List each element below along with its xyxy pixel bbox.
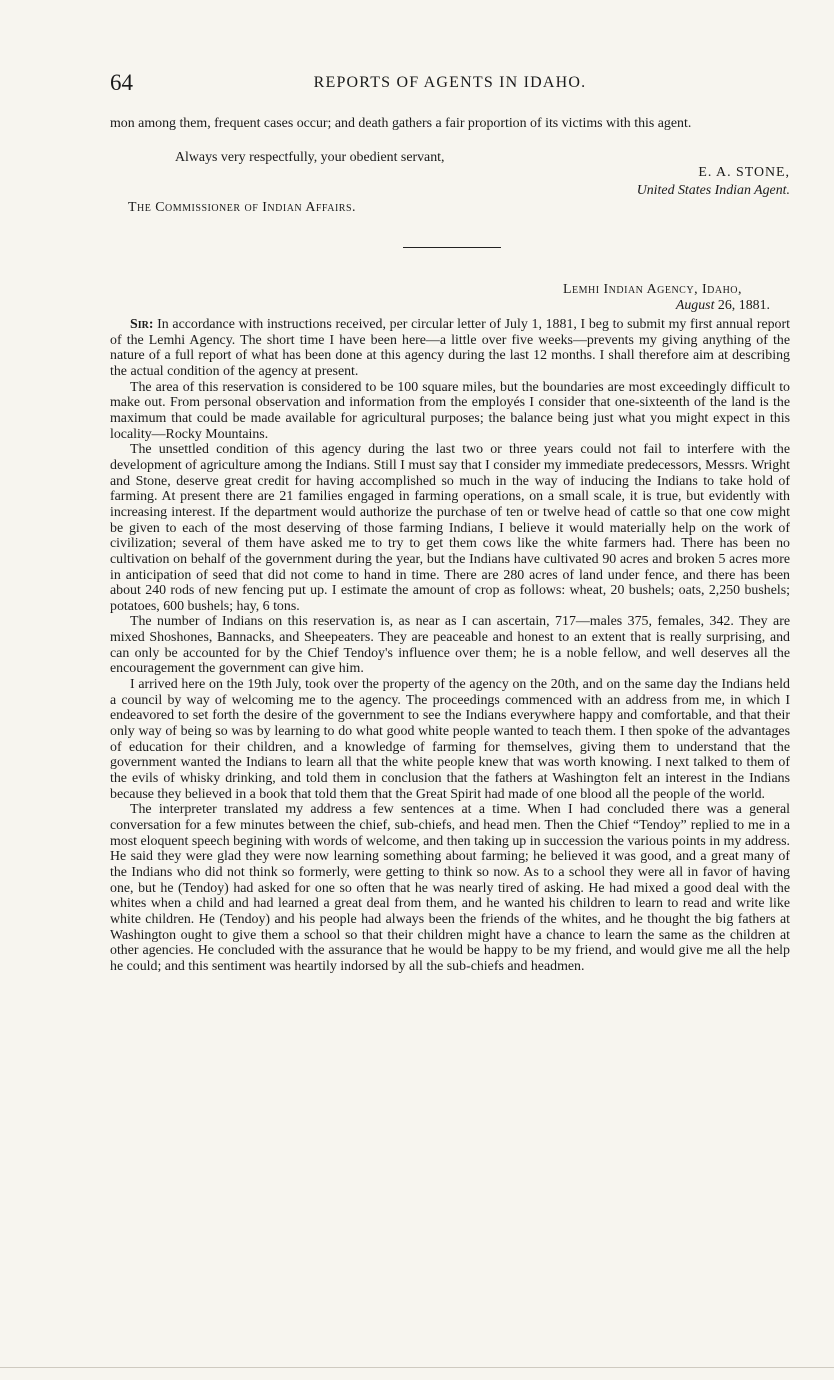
report-paragraph: The unsettled condition of this agency during the last two or three years could not fail to interfere with the development of agriculture among the Indians. Still I must say that I consider my immediate predecessors, Messrs. Wright and Stone, deserve great credit for having accomplished so much in the way of inducing the Indians to take hold of farming. At present there are 21 families engaged in farming operations, on a small scale, it is true, but evidently with increasing interest. If the department would authorize the purchase of ten or twelve head of cattle so that one cow might be given to each of the most deserving of those farming Indians, I believe it would materially help on the work of civilization; several of them have asked me to try to get them cows like the white farmers had. There has been no cultivation on behalf of the government during the year, but the Indians have cultivated 90 acres and broken 5 acres more in anticipation of seed that did not come to hand in time. There are 280 acres of land under fence, and there has been about 240 rods of new fencing put up. I estimate the amount of crop as follows: wheat, 20 bushels; oats, 2,250 bushels; potatoes, 600 bushels; hay, 6 tons. [110,442,790,614]
signer-name: E. A. STONE, [698,165,790,180]
report-paragraph: I arrived here on the 19th July, took over the property of the agency on the 20th, and on the same day the Indians held a council by way of welcoming me to the agency. The proceedings commenced with an address from me, in which I endeavored to set forth the desire of the government to see the Indians everywhere happy and comfortable, and that their only way of being so was by learning to do what good white people wanted to teach them. I then spoke of the advantages of education for their children, and a knowledge of farming for themselves, giving them to understand that the government wanted the Indians to learn all that the white people knew that was worth knowing. I next talked to them of the evils of whisky drinking, and told them in conclusion that the fathers at Washington felt an interest in the Indians because they believed in a book that told them that the Great Spirit had made of one blood all the people of the world. [110,677,790,802]
letter-date [676,298,770,314]
previous-letter-continuation [110,116,790,132]
date-rest: 26, 1881. [714,298,770,313]
addressee: The Commissioner of Indian Affairs. [128,200,357,215]
page-header [110,70,790,100]
section-divider [403,247,501,248]
letter-closing: Always very respectfully, your obedient servant, [175,150,445,165]
page-number: 64 [110,70,133,95]
page-edge [0,1367,834,1368]
continuation-paragraph: mon among them, frequent cases occur; and death gathers a fair proportion of its victims with this agent. [110,116,692,131]
report-body [110,317,790,975]
letter-place: Lemhi Indian Agency, Idaho, [563,282,742,297]
date-month-day: August [675,298,715,313]
report-paragraph: The interpreter translated my address a few sentences at a time. When I had concluded there was a general conversation for a few minutes between the chief, sub-chiefs, and head men. Then the Chief “Tendoy” replied to me in a most eloquent speech begining with words of welcome, and then taking up in succession the various points in my address. He said they were glad they were now learning something about farming; he believed it was good, and a great many of the Indians who did not think so formerly, were getting to think so now. As to a school they were all in favor of having one, but he (Tendoy) had asked for one so often that he was nearly tired of asking. He had mixed a good deal with the whites when a child and had learned a great deal from them, and he wanted his children to learn to read and write like white children. He (Tendoy) and his people had always been the friends of the whites, and he thought the big fathers at Washington ought to give them a school so that their children might have a chance to learn the same as the children at other agencies. He concluded with the assurance that he would be happy to be my friend, and would give me all the help he could; and this sentiment was heartily indorsed by all the sub-chiefs and headmen. [110,802,790,974]
report-paragraph: Sir: In accordance with instructions received, per circular letter of July 1, 1881, I beg to submit my first annual report of the Lemhi Agency. The short time I have been here—a little over five weeks—prevents my giving anything of the nature of a full report of what has been done at this agency during the last 12 months. I shall therefore aim at describing the actual condition of the agency at present. [110,317,790,379]
running-title: REPORTS OF AGENTS IN IDAHO. [313,74,587,91]
salutation: Sir: [130,317,154,332]
report-paragraph: The area of this reservation is considered to be 100 square miles, but the boundaries are most exceedingly difficult to make out. From personal observation and information from the employés I consider that one-sixteenth of the land is the maximum that could be made available for agricultural purposes; the balance being just what you might expect in this locality—Rocky Mountains. [110,379,790,442]
signer-title: United States Indian Agent. [636,183,790,198]
report-paragraph: The number of Indians on this reservation is, as near as I can ascertain, 717—males 375, females, 342. They are mixed Shoshones, Bannacks, and Sheepeaters. They are peaceable and honest to an extent that is really surprising, and can only be accounted for by the Chief Tendoy's influence over them; he is a noble fellow, and well deserves all the encouragement the government can give him. [110,614,790,677]
